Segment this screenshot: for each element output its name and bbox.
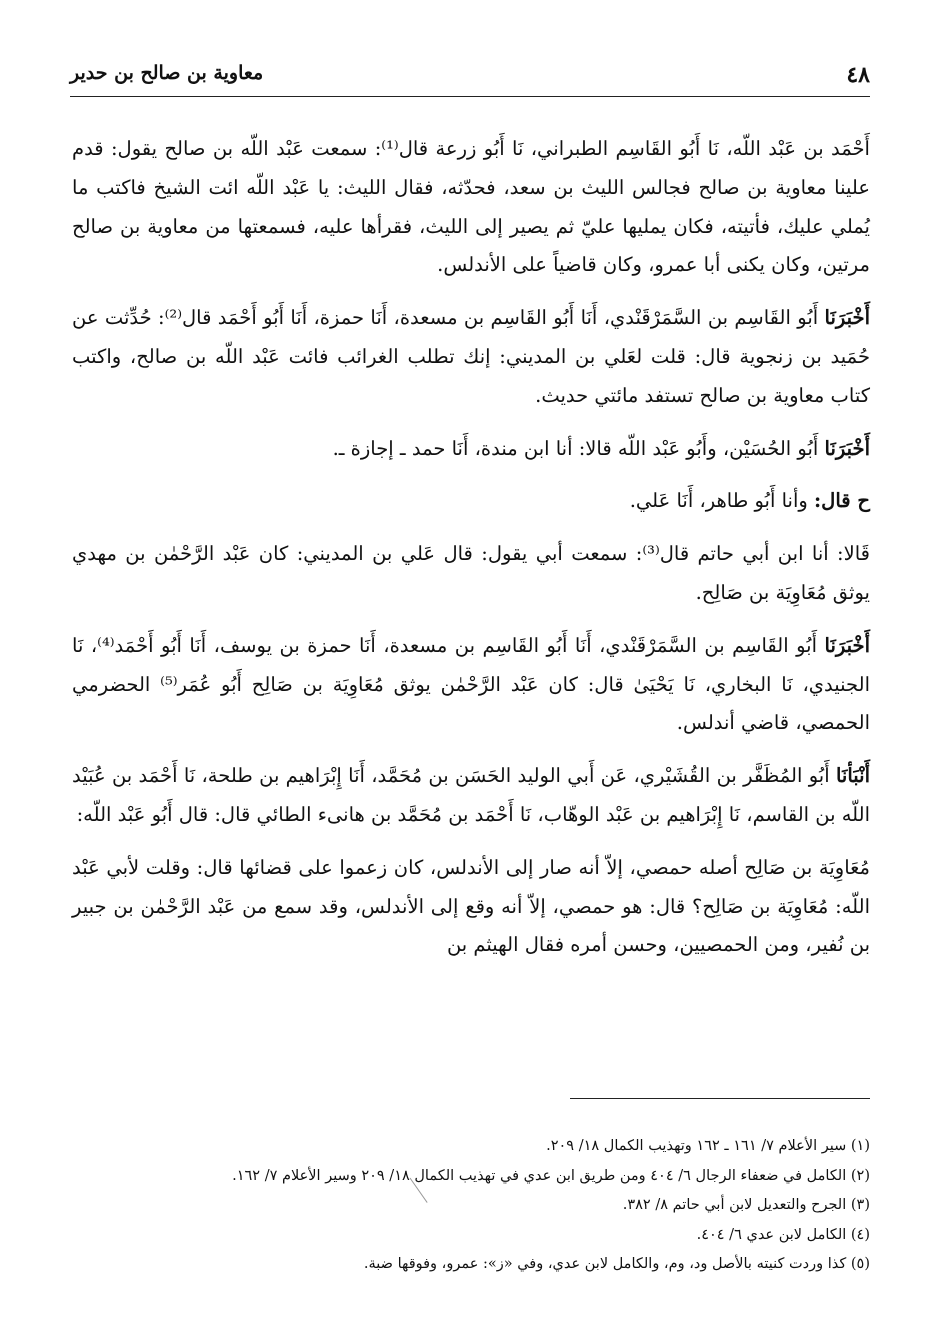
paragraph-lead: أَخْبَرَنَا (824, 436, 870, 460)
paragraph-text: أَبُو الحُسَيْن، وأَبُو عَبْد اللّه قالا: أنا ابن مندة، أَنَا حمد ـ إجازة ـ. (332, 436, 819, 460)
paragraph-lead: ح قال: (813, 489, 870, 513)
paragraph (72, 627, 870, 743)
paragraph-lead: أَخْبَرَنَا (824, 633, 870, 657)
footnote: (١) سير الأعلام ٧/ ١٦١ ـ ١٦٢ وتهذيب الكمال ١٨/ ٢٠٩. (546, 1138, 870, 1154)
running-title: معاوية بن صالح بن حدير (70, 62, 264, 84)
paragraph-text: أَحْمَد بن عَبْد اللّه، نَا أَبُو القَاسِم الطبراني، نَا أَبُو زرعة قال⁽¹⁾: سمعت عَبْد اللّه بن صالح يقول: قدم علينا معاوية بن صالح فجالس الليث بن سعد، فحدّثه، فقال الليث: يا عَبْد اللّه ائت الشيخ فاكتب ما يُملي عليك، فأتيته، فكان يمليها عليّ ثم يصير إلى الليث، فقرأها عليه، فسمعتها من معاوية بن صالح مرتين، وكان يكنى أبا عمرو، وكان قاضياً على الأندلس. (72, 137, 870, 277)
paragraph-text: قَالا: أنا ابن أبي حاتم قال⁽³⁾: سمعت أبي يقول: قال عَلي بن المديني: كان عَبْد الرَّحْمٰن بن مهدي يوثق مُعَاوِيَة بن صَالِح. (72, 542, 870, 604)
paragraph-lead: أَنْبَأنَا (835, 764, 871, 788)
paragraph (72, 757, 870, 835)
paragraph (72, 535, 870, 613)
paragraph (72, 130, 870, 285)
main-text (72, 130, 870, 965)
paragraph (72, 430, 870, 469)
page-header (70, 52, 870, 92)
paragraph-text: وأنا أَبُو طاهر، أَنَا عَلي. (629, 489, 808, 513)
footnote: (٢) الكامل في ضعفاء الرجال ٦/ ٤٠٤ ومن طريق ابن عدي في تهذيب الكمال ١٨/ ٢٠٩ وسير الأعلام ٧/ ١٦٢. (232, 1167, 870, 1184)
footnote: (٣) الجرح والتعديل لابن أبي حاتم ٨/ ٣٨٢. (622, 1197, 870, 1213)
paragraph-text: أَبُو القَاسِم بن السَّمَرْقَنْدي، أَنَا أَبُو القَاسِم بن مسعدة، أَنَا حمزة بن يوسف، أَنَا أَبُو أَحْمَد⁽⁴⁾، نَا الجنيدي، نَا البخاري، نَا يَحْيَىٰ قال: كان عَبْد الرَّحْمٰن يوثق مُعَاوِيَة بن صَالِح أَبُو عُمَر⁽⁵⁾ الحضرمي الحمصي، قاضي أندلس. (72, 633, 870, 735)
paragraph (72, 299, 870, 415)
footnote-rule (570, 1098, 870, 1099)
footnote: (٤) الكامل لابن عدي ٦/ ٤٠٤. (696, 1226, 870, 1243)
paragraph-text: أَبُو القَاسِم بن السَّمَرْقَنْدي، أَنَا أَبُو القَاسِم بن مسعدة، أَنَا حمزة، أَنَا أَبُو أَحْمَد قال⁽²⁾: حُدِّثت عن حُمَيد بن زنجوية قال: قلت لعَلي بن المديني: إنك تطلب الغرائب فائت عَبْد اللّه بن صالح، واكتب كتاب معاوية بن صالح تستفد مائتي حديث. (72, 306, 870, 407)
paragraph-text: مُعَاوِيَة بن صَالِح أصله حمصي، إلاّ أنه صار إلى الأندلس، كان زعموا على قضائها قال: وقلت لأبي عَبْد اللّه: مُعَاوِيَة بن صَالِح؟ قال: هو حمصي، إلاّ أنه وقع إلى الأندلس، وقد سمع من عَبْد الرَّحْمٰن بن جبير بن نُفير، ومن الحمصيين، وحسن أمره فقال الهيثم بن (72, 855, 870, 957)
paragraph (72, 482, 870, 521)
footnote: (٥) كذا وردت كنيته بالأصل ود، وم، والكامل لابن عدي، وفي «ز»: عمرو، وفوقها ضبة. (363, 1256, 870, 1272)
page-number: ٤٨ (846, 62, 870, 88)
paragraph (72, 849, 870, 965)
header-rule (70, 96, 870, 97)
paragraph-lead: أَخْبَرَنَا (824, 306, 870, 330)
footnotes (80, 1132, 870, 1280)
paragraph-text: أَبُو المُظَفَّر بن القُشَيْري، عَن أَبي الوليد الحَسَن بن مُحَمَّد، أَنَا إِبْرَاهيم بن طلحة، نَا أَحْمَد بن عُبَيْد اللّه بن القاسم، نَا إِبْرَاهيم بن عَبْد الوهّاب، نَا أَحْمَد بن مُحَمَّد بن هانىء الطائي قال: قال أَبُو عَبْد اللّه: (72, 764, 870, 826)
